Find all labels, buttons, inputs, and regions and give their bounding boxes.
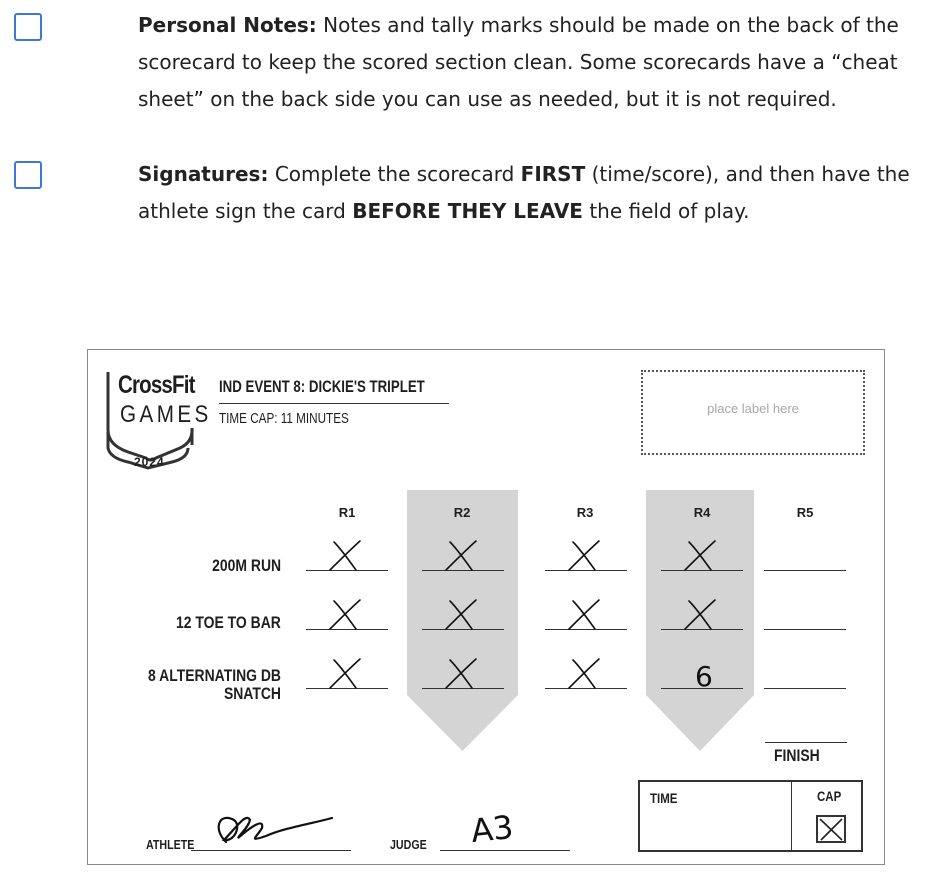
scorecard: [87, 349, 885, 865]
round-header-r1: R1: [338, 505, 356, 520]
mark-value-r4-m3: 6: [695, 660, 713, 693]
signatures-before-leave: BEFORE THEY LEAVE: [352, 199, 583, 223]
finish-label: FINISH: [774, 746, 820, 765]
round-header-r3: R3: [576, 505, 594, 520]
label-placeholder-text: place label here: [707, 401, 799, 416]
logo-year: 2024: [134, 455, 165, 469]
movement-label-run: 200M RUN: [212, 556, 281, 575]
athlete-label: ATHLETE: [146, 837, 195, 852]
signatures-body-1: Complete the scorecard: [274, 162, 515, 186]
signatures-title: Signatures:: [138, 162, 269, 186]
time-label: TIME: [650, 790, 678, 806]
personal-notes-title: Personal Notes:: [138, 13, 317, 37]
logo-brand: CrossFit: [118, 371, 195, 399]
signatures-text: [138, 156, 952, 230]
personal-notes-checkbox[interactable]: [14, 13, 42, 41]
cap-label: CAP: [817, 788, 842, 804]
time-cap: TIME CAP: 11 MINUTES: [219, 410, 349, 427]
round-header-r2: R2: [453, 505, 471, 520]
signatures-checkbox[interactable]: [14, 161, 42, 189]
round-header-r5: R5: [796, 505, 814, 520]
judge-initials: A3: [469, 807, 516, 851]
judge-signature-line: [440, 850, 570, 851]
personal-notes-body: Notes and tally marks should be made on the back of the scorecard to keep the scored section clean. Some scorecards have a “cheat sheet” on the back side you can use as needed, but it is not required.: [138, 13, 899, 111]
signatures-first: FIRST: [520, 162, 586, 186]
personal-notes-text: [138, 7, 952, 118]
signatures-body-3: the field of play.: [589, 199, 750, 223]
round-header-r4: R4: [693, 505, 711, 520]
judge-label: JUDGE: [390, 837, 427, 852]
movement-label-db-snatch-text: 8 ALTERNATING DB SNATCH: [148, 666, 281, 703]
athlete-signature: [88, 350, 886, 866]
event-title: IND EVENT 8: DICKIE'S TRIPLET: [219, 377, 425, 396]
movement-label-toe-to-bar: 12 TOE TO BAR: [176, 613, 281, 632]
logo-games: GAMES: [120, 401, 212, 428]
signatures-body-2: (time/score), and then have the athlete sign the card: [138, 162, 910, 223]
